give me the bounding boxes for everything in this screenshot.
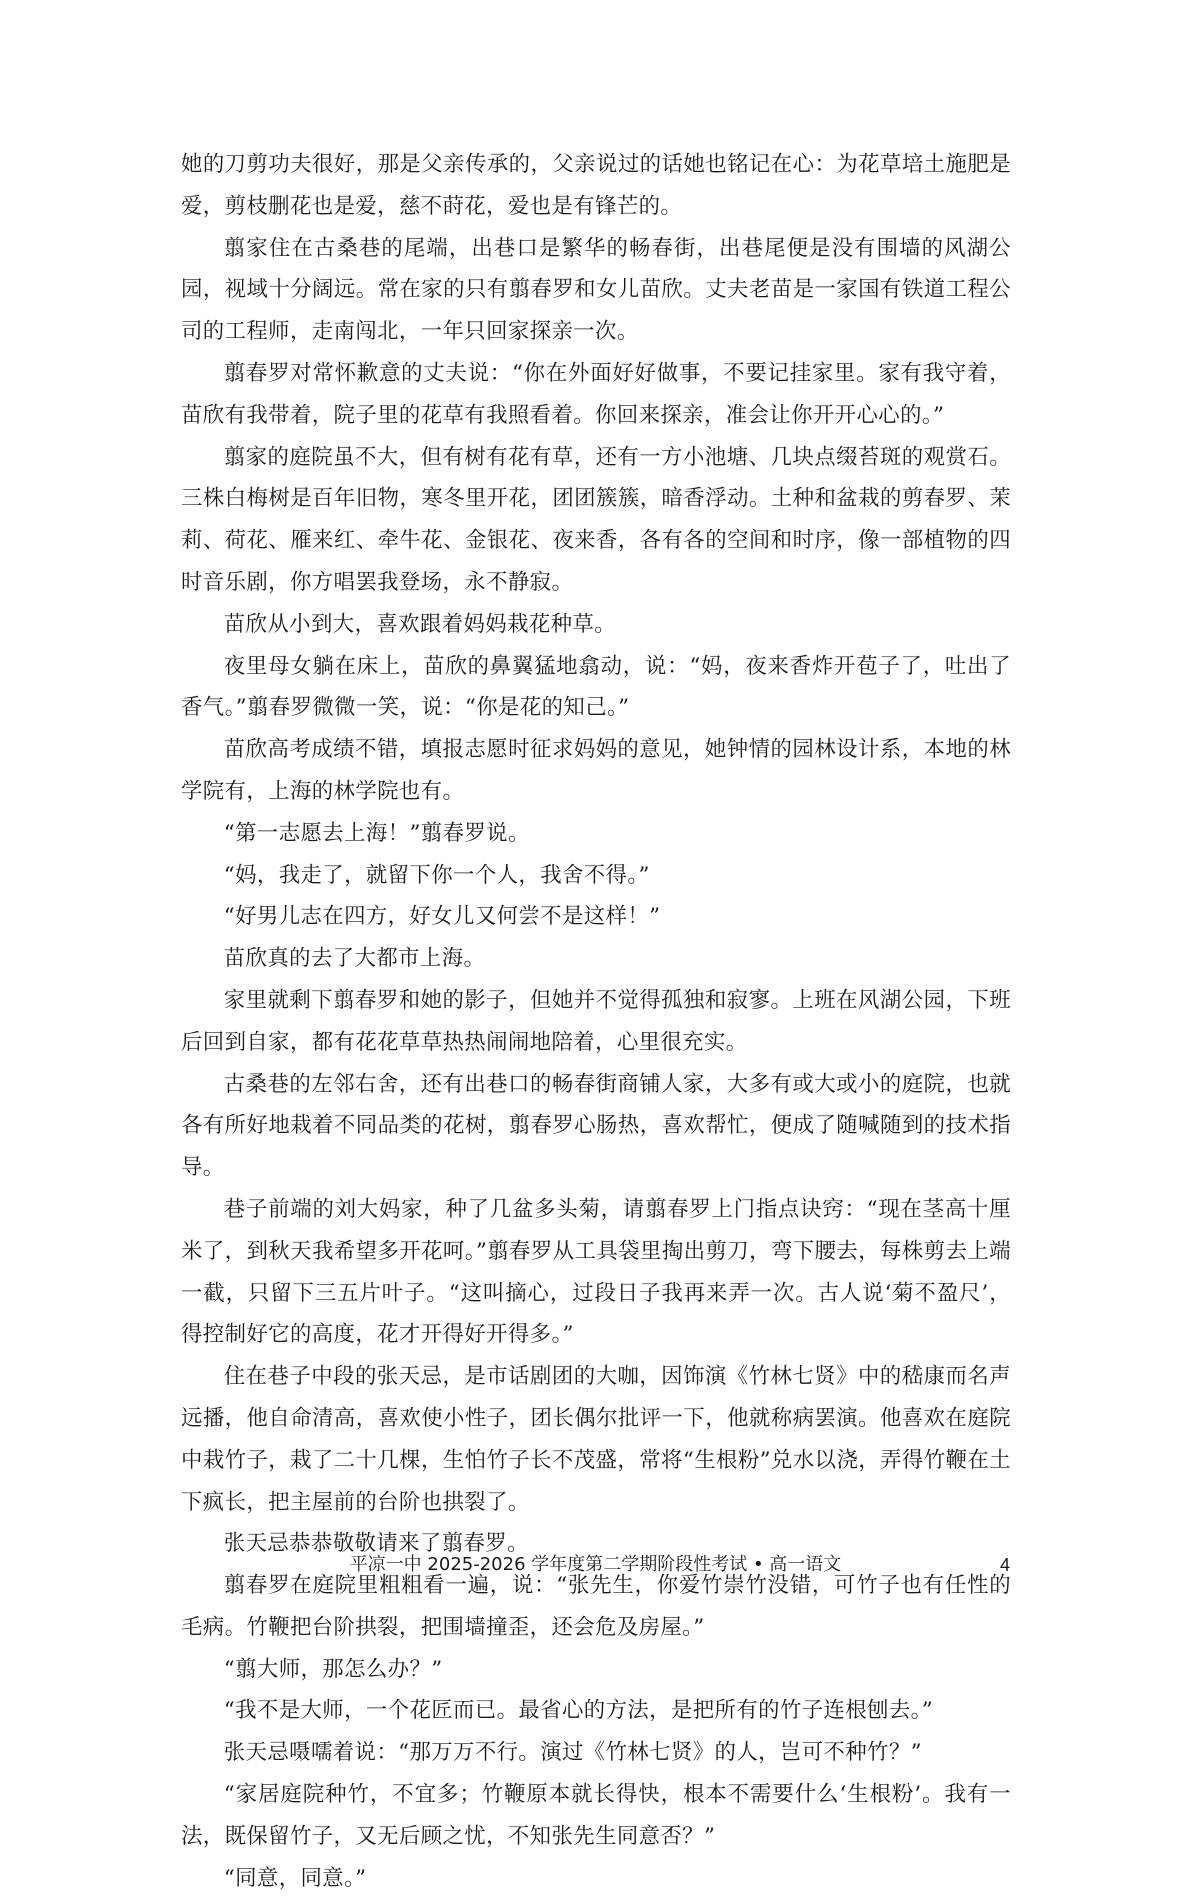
paragraph: 住在巷子中段的张天忌，是市话剧团的大咖，因饰演《竹林七贤》中的嵇康而名声远播，他自命清高，喜欢使小性子，团长偶尔批评一下，他就称病罢演。他喜欢在庭院中栽竹子，栽了二十几棵，生怕竹子长不茂盛，常将“生根粉”兑水以浇，弄得竹鞭在土下疯长，把主屋前的台阶也拱裂了。 xyxy=(181,1364,1011,1515)
page-footer xyxy=(0,1550,1191,1580)
paragraph: 她的刀剪功夫很好，那是父亲传承的，父亲说过的话她也铭记在心：为花草培土施肥是爱，剪枝删花也是爱，慈不莳花，爱也是有锋芒的。 xyxy=(181,152,1011,219)
paragraph: “第一志愿去上海！”翦春罗说。 xyxy=(223,820,530,846)
paragraph: “同意，同意。” xyxy=(223,1865,367,1891)
article-body xyxy=(181,144,1011,1899)
paragraph: 苗欣高考成绩不错，填报志愿时征求妈妈的意见，她钟情的园林设计系，本地的林学院有，上海的林学院也有。 xyxy=(181,737,1011,804)
paragraph: 翦家的庭院虽不大，但有树有花有草，还有一方小池塘、几块点缀苔斑的观赏石。三株白梅树是百年旧物，寒冬里开花，团团簇簇，暗香浮动。土种和盆栽的剪春罗、茉莉、荷花、雁来红、牵牛花、金银花、夜来香，各有各的空间和时序，像一部植物的四时音乐剧，你方唱罢我登场，永不静寂。 xyxy=(181,444,1011,595)
paragraph: 张天忌恭恭敬敬请来了翦春罗。 xyxy=(223,1531,529,1557)
paragraph: 张天忌嗫嚅着说：“那万万不行。演过《竹林七贤》的人，岂可不种竹？” xyxy=(223,1740,922,1766)
paragraph: 翦春罗在庭院里粗粗看一遍，说：“张先生，你爱竹崇竹没错，可竹子也有任性的毛病。竹鞭把台阶拱裂，把围墙撞歪，还会危及房屋。” xyxy=(181,1573,1011,1640)
paragraph: 翦家住在古桑巷的尾端，出巷口是繁华的畅春街，出巷尾便是没有围墙的风湖公园，视域十分阔远。常在家的只有翦春罗和女儿苗欣。丈夫老苗是一家国有铁道工程公司的工程师，走南闯北，一年只回家探亲一次。 xyxy=(181,235,1011,345)
paragraph: 苗欣真的去了大都市上海。 xyxy=(223,946,486,972)
paragraph: “好男儿志在四方，好女儿又何尝不是这样！” xyxy=(223,904,661,930)
paragraph: “妈，我走了，就留下你一个人，我舍不得。” xyxy=(223,862,650,888)
paragraph: 家里就剩下翦春罗和她的影子，但她并不觉得孤独和寂寥。上班在风湖公园，下班后回到自家，都有花花草草热热闹闹地陪着，心里很充实。 xyxy=(181,987,1011,1055)
paragraph: 巷子前端的刘大妈家，种了几盆多头菊，请翦春罗上门指点诀窍：“现在茎高十厘米了，到秋天我希望多开花呵。”翦春罗从工具袋里掏出剪刀，弯下腰去，每株剪去上端一截，只留下三五片叶子。“这叫摘心，过段日子我再来弄一次。古人说‘菊不盈尺’，得控制好它的高度，花才开得好开得多。” xyxy=(181,1196,1011,1348)
page-number: 4 xyxy=(999,1555,1010,1575)
paragraph: “翦大师，那怎么办？” xyxy=(223,1656,443,1682)
paragraph: 苗欣从小到大，喜欢跟着妈妈栽花种草。 xyxy=(223,611,617,637)
paragraph: 翦春罗对常怀歉意的丈夫说：“你在外面好好做事，不要记挂家里。家有我守着，苗欣有我带着，院子里的花草有我照看着。你回来探亲，准会让你开开心心的。” xyxy=(181,360,1011,428)
footer-title: 平凉一中 2025-2026 学年度第二学期阶段性考试 • 高一语文 xyxy=(349,1554,842,1575)
paragraph: 古桑巷的左邻右舍，还有出巷口的畅春街商铺人家，大多有或大或小的庭院，也就各有所好地栽着不同品类的花树，翦春罗心肠热，喜欢帮忙，便成了随喊随到的技术指导。 xyxy=(181,1071,1011,1181)
paragraph: “我不是大师，一个花匠而已。最省心的方法，是把所有的竹子连根刨去。” xyxy=(223,1698,934,1724)
paragraph: 夜里母女躺在床上，苗欣的鼻翼猛地翕动，说：“妈，夜来香炸开苞子了，吐出了香气。”翦春罗微微一笑，说：“你是花的知己。” xyxy=(181,653,1011,721)
paragraph: “家居庭院种竹，不宜多；竹鞭原本就长得快，根本不需要什么‘生根粉’。我有一法，既保留竹子，又无后顾之忧，不知张先生同意否？” xyxy=(181,1782,1011,1849)
